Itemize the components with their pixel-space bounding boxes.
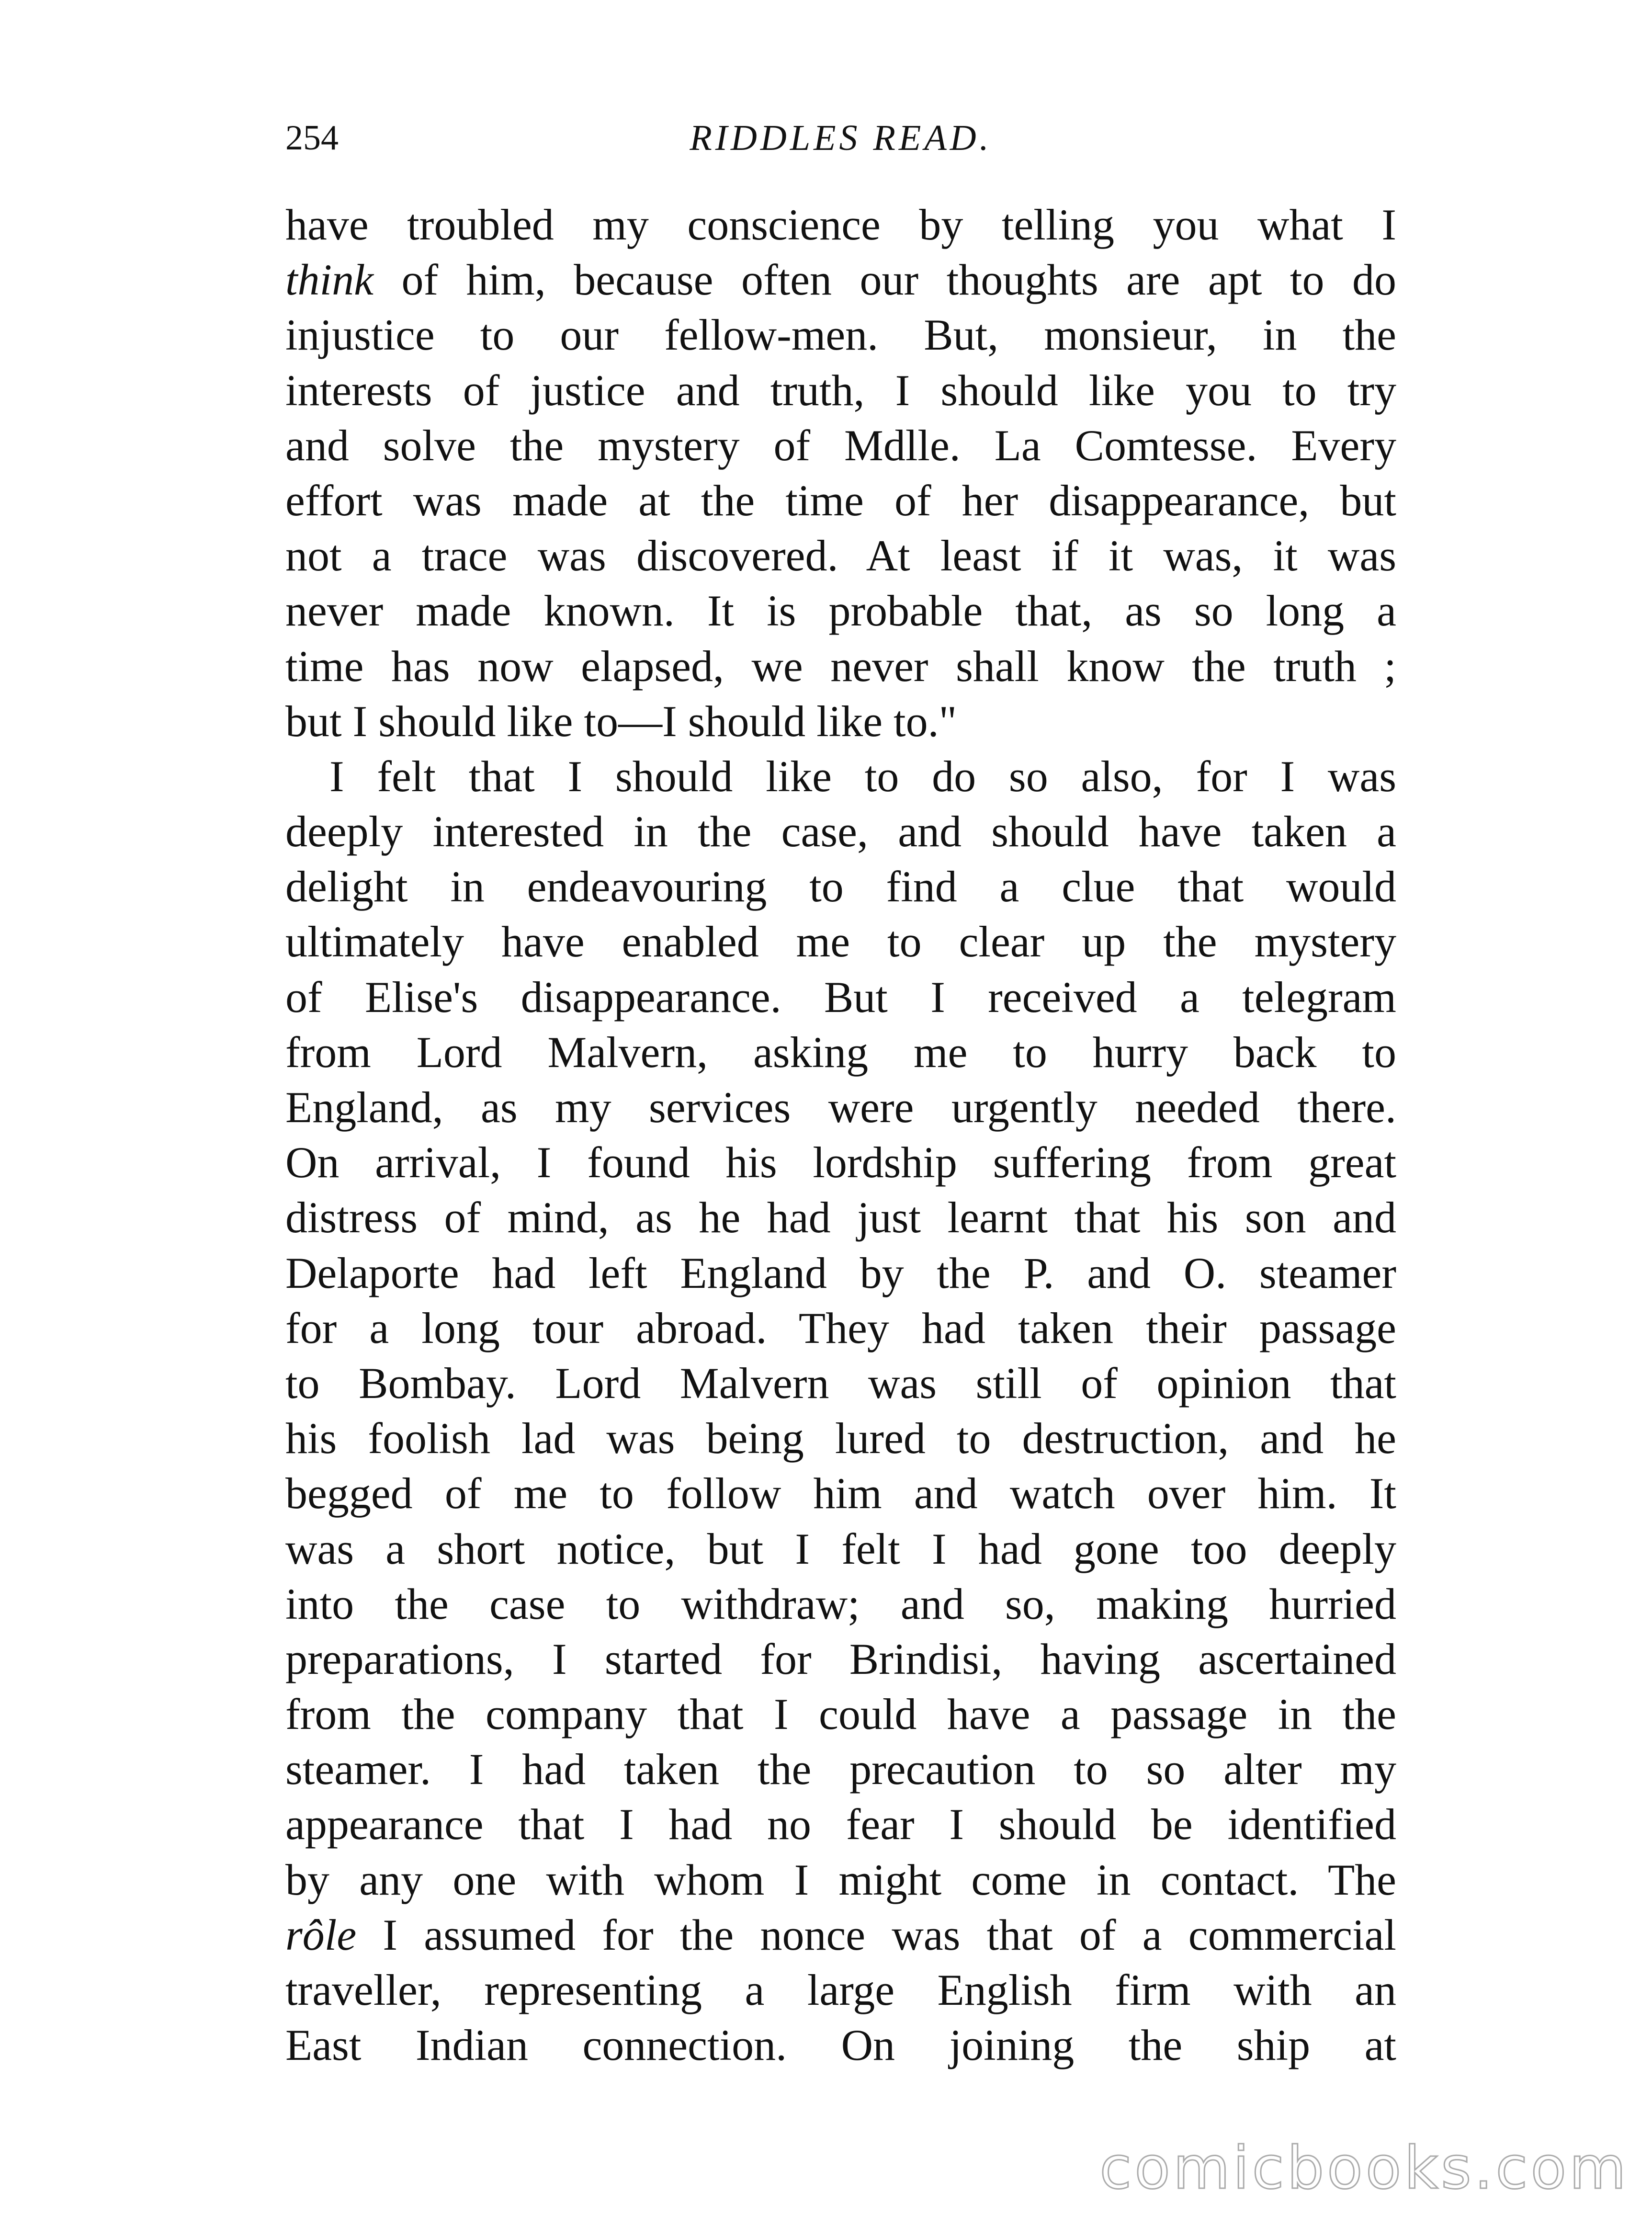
text-segment: but I should like to—I should like to." bbox=[285, 696, 957, 746]
text-segment: I assumed for the nonce was that of a commercial bbox=[356, 1910, 1396, 1959]
text-segment: Delaporte had left England by the P. and O. steamer bbox=[285, 1248, 1396, 1297]
text-line bbox=[285, 1135, 1396, 1190]
text-line bbox=[285, 1025, 1396, 1080]
text-line bbox=[285, 970, 1396, 1025]
text-segment: preparations, I started for Brindisi, having ascertained bbox=[285, 1634, 1396, 1683]
text-segment: his foolish lad was being lured to destruction, and he bbox=[285, 1414, 1396, 1463]
text-segment: from Lord Malvern, asking me to hurry back to bbox=[285, 1027, 1396, 1077]
text-line bbox=[285, 2018, 1396, 2073]
italic-text: think bbox=[285, 255, 373, 305]
body-text bbox=[285, 197, 1396, 2073]
text-line bbox=[285, 804, 1396, 859]
text-segment: begged of me to follow him and watch over him. It bbox=[285, 1469, 1396, 1518]
text-line bbox=[285, 1301, 1396, 1356]
text-segment: and solve the mystery of Mdlle. La Comtesse. Every bbox=[285, 420, 1396, 470]
italic-text: rôle bbox=[285, 1910, 357, 1959]
text-segment: of him, because often our thoughts are apt to do bbox=[373, 255, 1396, 305]
text-segment: to Bombay. Lord Malvern was still of opinion that bbox=[285, 1358, 1396, 1408]
text-segment: from the company that I could have a passage in the bbox=[285, 1690, 1396, 1739]
text-line bbox=[285, 1411, 1396, 1466]
text-line bbox=[285, 1522, 1396, 1577]
running-head bbox=[285, 114, 1396, 171]
watermark: comicbooks.com bbox=[1099, 2134, 1629, 2202]
text-line bbox=[285, 418, 1396, 473]
text-segment: effort was made at the time of her disappearance, but bbox=[285, 476, 1396, 525]
text-line bbox=[285, 1190, 1396, 1245]
text-segment: for a long tour abroad. They had taken their passage bbox=[285, 1303, 1396, 1352]
text-segment: time has now elapsed, we never shall know the truth ; bbox=[285, 641, 1396, 691]
text-line bbox=[285, 1687, 1396, 1742]
text-line bbox=[285, 307, 1396, 363]
text-segment: have troubled my conscience by telling you what I bbox=[285, 200, 1396, 249]
text-segment: I felt that I should like to do so also, for I was bbox=[329, 751, 1396, 801]
text-line bbox=[285, 1797, 1396, 1852]
text-segment: of Elise's disappearance. But I received a telegram bbox=[285, 972, 1396, 1022]
text-line bbox=[285, 1577, 1396, 1632]
text-segment: never made known. It is probable that, as so long a bbox=[285, 586, 1396, 636]
text-line bbox=[285, 749, 1396, 804]
text-line bbox=[285, 1356, 1396, 1411]
text-line bbox=[285, 1852, 1396, 1908]
text-line bbox=[285, 859, 1396, 914]
running-title: RIDDLES READ. bbox=[690, 118, 992, 158]
text-segment: appearance that I had no fear I should be identified bbox=[285, 1800, 1396, 1849]
text-line bbox=[285, 694, 1396, 749]
text-segment: deeply interested in the case, and should have taken a bbox=[285, 807, 1396, 856]
text-segment: ultimately have enabled me to clear up the mystery bbox=[285, 917, 1396, 966]
text-line bbox=[285, 639, 1396, 694]
text-line bbox=[285, 1466, 1396, 1521]
text-segment: delight in endeavouring to find a clue that would bbox=[285, 862, 1396, 911]
text-line bbox=[285, 1908, 1396, 1963]
text-line bbox=[285, 252, 1396, 307]
text-line bbox=[285, 197, 1396, 252]
text-segment: into the case to withdraw; and so, making hurried bbox=[285, 1579, 1396, 1628]
text-segment: was a short notice, but I felt I had gone too deeply bbox=[285, 1524, 1396, 1573]
text-line bbox=[285, 914, 1396, 969]
text-segment: On arrival, I found his lordship suffering from great bbox=[285, 1138, 1396, 1187]
text-segment: injustice to our fellow-men. But, monsieur, in the bbox=[285, 310, 1396, 360]
text-segment: distress of mind, as he had just learnt that his son and bbox=[285, 1193, 1396, 1242]
text-line bbox=[285, 363, 1396, 418]
text-line bbox=[285, 1963, 1396, 2018]
text-segment: East Indian connection. On joining the ship at bbox=[285, 2021, 1396, 2070]
text-segment: not a trace was discovered. At least if it was, it was bbox=[285, 531, 1396, 580]
text-line bbox=[285, 1080, 1396, 1135]
text-segment: steamer. I had taken the precaution to so alter my bbox=[285, 1745, 1396, 1794]
text-line bbox=[285, 473, 1396, 528]
text-line bbox=[285, 1246, 1396, 1301]
text-line bbox=[285, 1742, 1396, 1797]
text-line bbox=[285, 583, 1396, 638]
text-line bbox=[285, 1632, 1396, 1687]
text-segment: England, as my services were urgently needed there. bbox=[285, 1083, 1396, 1132]
page-number: 254 bbox=[285, 118, 339, 158]
text-segment: traveller, representing a large English firm with an bbox=[285, 1966, 1396, 2014]
text-segment: by any one with whom I might come in contact. The bbox=[285, 1855, 1396, 1904]
text-line bbox=[285, 528, 1396, 583]
text-segment: interests of justice and truth, I should like you to try bbox=[285, 365, 1396, 415]
